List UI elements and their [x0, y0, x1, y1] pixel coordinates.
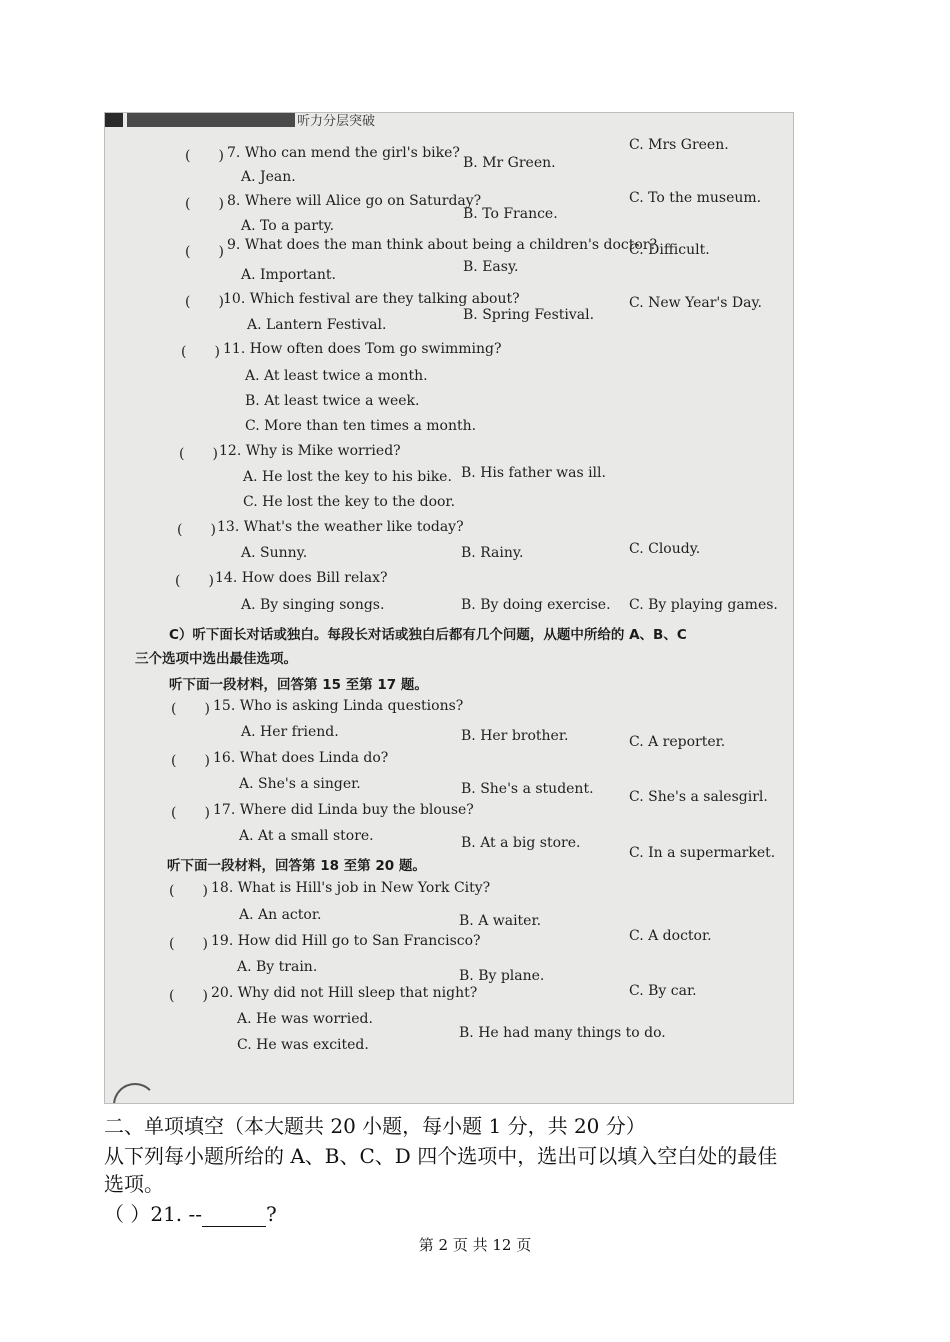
question-stem: 7. Who can mend the girl's bike? [227, 145, 460, 161]
answer-paren: ( ) [169, 883, 208, 899]
option-c: C. In a supermarket. [629, 845, 776, 861]
option-b: B. A waiter. [459, 913, 542, 929]
answer-paren: ( ) [181, 344, 220, 360]
option-c: C. She's a salesgirl. [629, 789, 768, 805]
option-c: C. By playing games. [629, 597, 778, 613]
question-stem: 10. Which festival are they talking about? [223, 291, 520, 307]
option-a: A. By train. [237, 959, 318, 975]
answer-paren: ( ) [171, 753, 210, 769]
option-a: A. She's a singer. [239, 776, 361, 792]
answer-paren: ( ) [177, 522, 216, 538]
answer-paren: ( ) [179, 446, 218, 462]
question-stem: 16. What does Linda do? [213, 750, 389, 766]
section2-heading: 二、单项填空（本大题共 20 小题，每小题 1 分，共 20 分） [104, 1114, 646, 1138]
subsection-15-17: 听下面一段材料，回答第 15 至第 17 题。 [169, 677, 428, 693]
option-c: C. He lost the key to the door. [243, 494, 456, 510]
question-stem: 17. Where did Linda buy the blouse? [213, 802, 474, 818]
answer-paren: ( ) [171, 805, 210, 821]
option-c: C. A reporter. [629, 734, 726, 750]
option-b: B. Spring Festival. [463, 307, 595, 323]
option-b: B. Her brother. [461, 728, 569, 744]
option-c: C. A doctor. [629, 928, 712, 944]
header-text: 听力分层突破 [297, 114, 376, 127]
question-21-prefix: （ ）21. -- [104, 1202, 203, 1226]
section-c-instruction-line1: C）听下面长对话或独白。每段长对话或独白后都有几个问题，从题中所给的 A、B、C [169, 627, 687, 643]
question-stem: 14. How does Bill relax? [215, 570, 388, 586]
question-stem: 12. Why is Mike worried? [219, 443, 401, 459]
option-a: A. He was worried. [237, 1011, 373, 1027]
option-b: B. By doing exercise. [461, 597, 611, 613]
question-21 [104, 1198, 277, 1227]
answer-blank [202, 1208, 266, 1227]
answer-paren: ( ) [185, 294, 224, 310]
question-stem: 18. What is Hill's job in New York City? [211, 880, 491, 896]
question-stem: 15. Who is asking Linda questions? [213, 698, 464, 714]
question-stem: 20. Why did not Hill sleep that night? [211, 985, 478, 1001]
option-a: A. An actor. [239, 907, 322, 923]
option-b: B. She's a student. [461, 781, 594, 797]
header-logo-bar [105, 113, 295, 127]
page-footer: 第 2 页 共 12 页 [418, 1236, 532, 1254]
option-c: C. More than ten times a month. [245, 418, 477, 434]
option-a: A. At a small store. [239, 828, 374, 844]
option-a: A. At least twice a month. [245, 368, 428, 384]
option-a: A. By singing songs. [241, 597, 385, 613]
answer-paren: ( ) [175, 573, 214, 589]
scan-header-strip [105, 113, 793, 127]
option-c: C. To the museum. [629, 190, 762, 206]
answer-paren: ( ) [185, 196, 224, 212]
answer-paren: ( ) [169, 936, 208, 952]
answer-paren: ( ) [171, 701, 210, 717]
option-c: C. New Year's Day. [629, 295, 762, 311]
option-a: A. Her friend. [241, 724, 339, 740]
section2-instruction-line1: 从下列每小题所给的 A、B、C、D 四个选项中，选出可以填入空白处的最佳 [104, 1144, 778, 1168]
option-b: B. His father was ill. [461, 465, 606, 481]
option-a: A. Important. [241, 267, 336, 283]
question-stem: 9. What does the man think about being a children's doctor? [227, 237, 658, 253]
subsection-18-20: 听下面一段材料，回答第 18 至第 20 题。 [167, 858, 426, 874]
option-b: B. Mr Green. [463, 155, 556, 171]
option-c: C. Difficult. [629, 242, 710, 258]
section2-instruction-line2: 选项。 [104, 1172, 164, 1196]
option-a: A. He lost the key to his bike. [243, 469, 452, 485]
option-a: A. Lantern Festival. [247, 317, 387, 333]
answer-paren: ( ) [169, 988, 208, 1004]
answer-paren: ( ) [185, 244, 224, 260]
option-b: B. Rainy. [461, 545, 524, 561]
option-c: C. He was excited. [237, 1037, 369, 1053]
option-b: B. At least twice a week. [245, 393, 420, 409]
option-b: B. He had many things to do. [459, 1025, 666, 1041]
option-c: C. Cloudy. [629, 541, 701, 557]
question-21-suffix: ? [266, 1202, 277, 1226]
scanned-exam-image [104, 112, 794, 1104]
option-b: B. By plane. [459, 968, 545, 984]
question-stem: 19. How did Hill go to San Francisco? [211, 933, 481, 949]
option-c: C. By car. [629, 983, 697, 999]
option-c: C. Mrs Green. [629, 137, 729, 153]
question-stem: 13. What's the weather like today? [217, 519, 464, 535]
section-c-instruction-line2: 三个选项中选出最佳选项。 [135, 651, 297, 667]
answer-paren: ( ) [185, 148, 224, 164]
option-a: A. To a party. [241, 218, 335, 234]
scan-corner-mark [113, 1083, 157, 1104]
question-stem: 11. How often does Tom go swimming? [223, 341, 502, 357]
option-b: B. To France. [463, 206, 558, 222]
option-a: A. Sunny. [241, 545, 308, 561]
option-a: A. Jean. [241, 169, 296, 185]
question-stem: 8. Where will Alice go on Saturday? [227, 193, 482, 209]
option-b: B. At a big store. [461, 835, 581, 851]
option-b: B. Easy. [463, 259, 519, 275]
